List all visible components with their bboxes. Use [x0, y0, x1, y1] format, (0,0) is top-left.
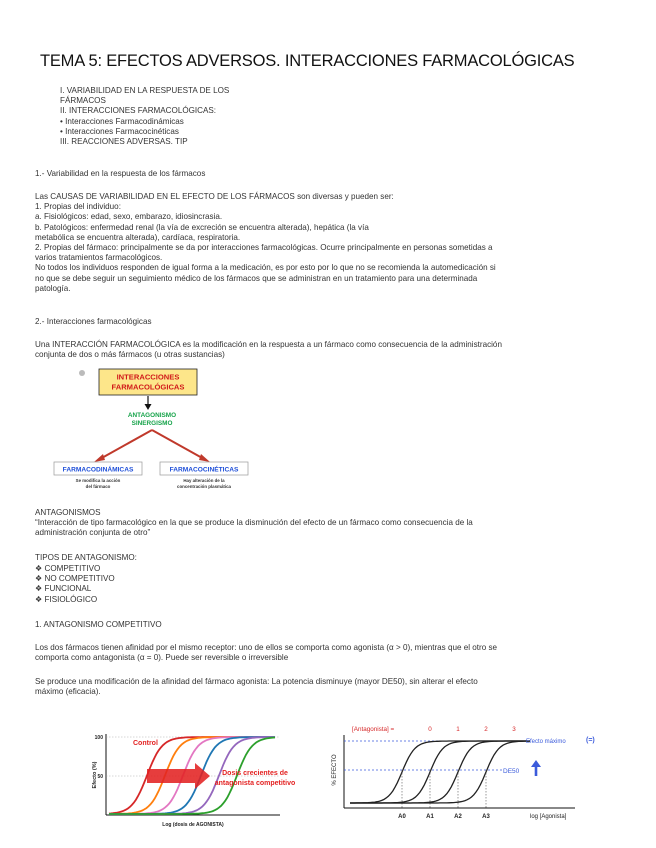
antagonismos-heading: ANTAGONISMOS	[35, 508, 101, 517]
antagonist-label-2: antagonista competitivo	[214, 780, 296, 787]
down-arrowhead	[145, 404, 152, 410]
tipos-list	[35, 564, 617, 605]
antagonist-value: 2	[484, 726, 488, 733]
paragraph-line: metabólica se encuentra alterada), cardíaca, respiratoria.	[35, 232, 241, 242]
section1-body	[35, 192, 617, 294]
toc-item: FÁRMACOS	[60, 96, 106, 106]
sinergismo-label: SINERGISMO	[131, 420, 173, 427]
paragraph-line: No todos los individuos responden de igual forma a la medicación, es por esto por lo que no se recomienda la automedicación si	[35, 263, 496, 273]
de50-label: DE50	[503, 768, 520, 775]
farmacodinamicas-label: FARMACODINÁMICAS	[62, 466, 134, 474]
competitivo-para1	[35, 643, 617, 663]
toc-item: • Interacciones Farmacodinámicas	[60, 116, 184, 126]
farmacocineticas-caption-2: concentración plasmática	[177, 484, 231, 489]
toc-item: • Interacciones Farmacocinéticas	[60, 126, 179, 136]
table-of-contents	[60, 86, 280, 147]
section2-body	[35, 340, 617, 360]
antagonismo-label: ANTAGONISMO	[127, 412, 177, 419]
paragraph-line: a. Fisiológicos: edad, sexo, embarazo, idiosincrasia.	[35, 212, 223, 222]
list-item: ❖ FISIOLÓGICO	[35, 594, 98, 604]
chart2-ylabel: % EFECTO	[332, 754, 338, 786]
chart2-xlabel: log [Agonista]	[530, 814, 567, 820]
competitive-antagonism-chart	[330, 723, 610, 826]
farmacocineticas-label: FARMACOCINÉTICAS	[169, 466, 239, 474]
antagonist-value: 1	[456, 726, 460, 733]
tipos-heading: TIPOS DE ANTAGONISMO:	[35, 553, 137, 562]
paragraph-line: patología.	[35, 283, 71, 293]
chart1-ytick-50: 50	[97, 774, 103, 780]
dose-response-chart	[85, 725, 330, 833]
antagonist-value: 0	[428, 726, 432, 733]
chart1-ylabel: Efecto (%)	[92, 761, 98, 789]
paragraph-line: “Interacción de tipo farmacológico en la que se produce la disminución del efecto de un fármaco como consecuencia de la	[35, 518, 473, 527]
antagonist-label-1: Dosis crecientes de	[222, 770, 288, 777]
competitivo-para2	[35, 677, 617, 697]
chart1-xlabel: Log (dosis de AGONISTA)	[162, 822, 224, 828]
list-item: ❖ NO COMPETITIVO	[35, 574, 115, 584]
right-arrowhead	[199, 454, 210, 462]
toc-item: III. REACCIONES ADVERSAS. TIP	[60, 137, 188, 147]
farmacodinamicas-caption-1: Se modifica la acción	[75, 478, 121, 483]
de50-up-arrowhead	[531, 760, 541, 767]
left-branch-arrow	[100, 430, 152, 459]
paragraph-line: Una INTERACCIÓN FARMACOLÓGICA es la modificación en la respuesta a un fármaco como consecuencia de la administración	[35, 340, 502, 349]
efecto-maximo-label: Efecto máximo	[526, 739, 566, 745]
paragraph-line: Las CAUSAS DE VARIABILIDAD EN EL EFECTO DE LOS FÁRMACOS son diversas y pueden ser:	[35, 192, 394, 201]
paragraph-line: Se produce una modificación de la afinidad del fármaco agonista: La potencia disminuye (mayor DE50), sin alterar el efecto	[35, 677, 478, 686]
bullet-dot	[79, 370, 85, 376]
right-branch-arrow	[152, 430, 204, 459]
paragraph-line: varios tratamientos farmacológicos.	[35, 253, 163, 263]
paragraph-line: administración conjunta de otro”	[35, 528, 151, 538]
paragraph-line: conjunta de dos o más fármacos (u otras sustancias)	[35, 350, 225, 360]
paragraph-line: 1. Propias del individuo:	[35, 202, 121, 212]
page-title: TEMA 5: EFECTOS ADVERSOS. INTERACCIONES FARMACOLÓGICAS	[40, 52, 575, 70]
toc-item: II. INTERACCIONES FARMACOLÓGICAS:	[60, 106, 217, 116]
toc-item: I. VARIABILIDAD EN LA RESPUESTA DE LOS	[60, 86, 230, 95]
x-tick-label: A1	[426, 814, 434, 820]
section2-heading: 2.- Interacciones farmacológicas	[35, 317, 152, 326]
paragraph-line: no que se debe seguir un seguimiento médico de los fármacos que se administran en un tratamiento para una determinada	[35, 273, 478, 283]
paragraph-line: 2. Propias del fármaco: principalmente se da por interacciones farmacológicas. Ocurre principalmente en personas sometidas a	[35, 243, 493, 253]
x-tick-label: A3	[482, 814, 490, 820]
farmacodinamicas-caption-2: del fármaco	[85, 484, 111, 489]
list-item: ❖ COMPETITIVO	[35, 564, 101, 573]
top-box-line1: INTERACCIONES	[116, 372, 180, 382]
competitivo-heading: 1. ANTAGONISMO COMPETITIVO	[35, 620, 162, 629]
paragraph-line: máximo (eficacia).	[35, 687, 101, 697]
efecto-maximo-mark: (=)	[586, 737, 595, 744]
antagonist-concentration-label: [Antagonista] =	[352, 726, 395, 733]
x-tick-label: A2	[454, 814, 462, 820]
chart1-ytick-100: 100	[94, 735, 103, 741]
paragraph-line: comporta como antagonista (α = 0). Puede ser reversible o irreversible	[35, 653, 289, 663]
x-tick-label: A0	[398, 814, 406, 820]
list-item: ❖ FUNCIONAL	[35, 584, 92, 594]
interacciones-diagram	[62, 365, 270, 497]
antagonist-value: 3	[512, 726, 516, 733]
paragraph-line: Los dos fármacos tienen afinidad por el mismo receptor: uno de ellos se comporta como agonista (α > 0), mientras que el otro se	[35, 643, 497, 652]
paragraph-line: b. Patológicos: enfermedad renal (la vía de excreción se encuentra alterada), hepática (la vía	[35, 222, 369, 232]
antagonismos-definition	[35, 518, 617, 538]
control-label: Control	[133, 740, 158, 747]
left-arrowhead	[94, 454, 105, 462]
farmacocineticas-caption-1: Hay alteración de la	[183, 478, 225, 483]
section1-heading: 1.- Variabilidad en la respuesta de los fármacos	[35, 169, 206, 178]
top-box-line2: FARMACOLÓGICAS	[111, 382, 185, 392]
